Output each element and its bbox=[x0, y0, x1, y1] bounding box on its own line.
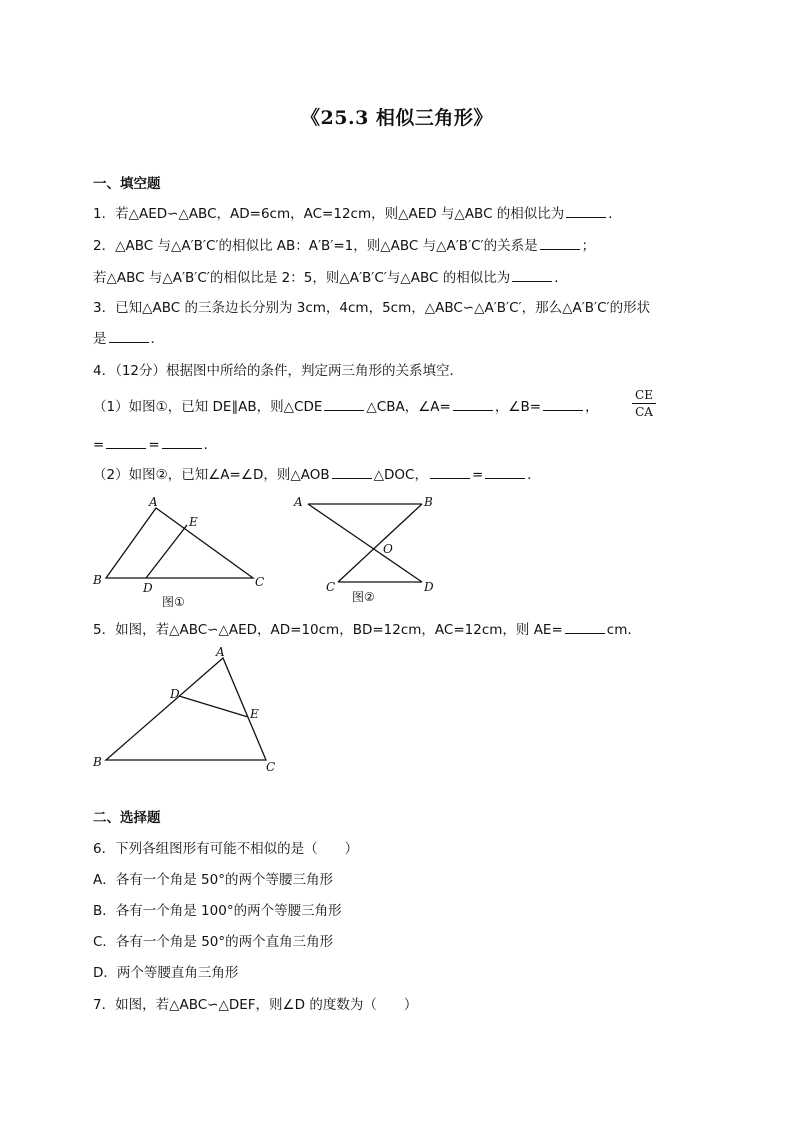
answer-blank[interactable] bbox=[485, 466, 525, 479]
question-2-line-1: 2．△ABC 与△A′B′C′的相似比 AB：A′B′=1，则△ABC 与△A′B′C′的关系是 ； bbox=[93, 238, 596, 254]
triangle-abc bbox=[106, 508, 253, 578]
answer-blank[interactable] bbox=[332, 466, 372, 479]
question-6-option-d[interactable]: D．两个等腰直角三角形 bbox=[93, 965, 239, 981]
label-a: A bbox=[216, 645, 225, 659]
figure-1-triangle bbox=[88, 492, 278, 614]
label-a: A bbox=[149, 495, 158, 509]
label-e: E bbox=[189, 515, 198, 529]
question-6-option-c[interactable]: C．各有一个角是 50°的两个直角三角形 bbox=[93, 934, 334, 950]
label-a: A bbox=[294, 495, 303, 509]
label-d: D bbox=[424, 580, 434, 594]
label-o: O bbox=[383, 542, 393, 556]
label-b: B bbox=[93, 573, 102, 587]
figure-2-crossed-triangles bbox=[288, 492, 448, 614]
question-4-part-2: （2）如图②，已知∠A=∠D，则△AOB △DOC， = ． bbox=[93, 467, 541, 483]
triangle-abc bbox=[106, 658, 266, 760]
figure-1-caption: 图① bbox=[162, 595, 185, 609]
question-1-text: 1．若△AED∽△ABC，AD=6cm，AC=12cm，则△AED 与△ABC 的相似比为 bbox=[93, 206, 565, 222]
page-title: 《25.3 相似三角形》 bbox=[301, 107, 493, 129]
answer-blank[interactable] bbox=[162, 436, 202, 449]
answer-blank[interactable] bbox=[430, 466, 470, 479]
label-c: C bbox=[255, 575, 265, 589]
label-c: C bbox=[326, 580, 336, 594]
answer-blank[interactable] bbox=[109, 330, 149, 343]
question-2-line-2: 若△ABC 与△A′B′C′的相似比是 2：5，则△A′B′C′与△ABC 的相似比为 ． bbox=[93, 270, 568, 286]
question-3-line-2: 是 ． bbox=[93, 331, 164, 347]
figure-2-caption: 图② bbox=[352, 590, 375, 604]
answer-blank[interactable] bbox=[512, 269, 552, 282]
question-7-stem: 7．如图，若△ABC∽△DEF，则∠D 的度数为（ ） bbox=[93, 997, 418, 1013]
question-6-option-b[interactable]: B．各有一个角是 100°的两个等腰三角形 bbox=[93, 903, 342, 919]
question-3-line-1: 3．已知△ABC 的三条边长分别为 3cm，4cm，5cm，△ABC∽△A′B′C′，那么△A′B′C′的形状 bbox=[93, 300, 651, 316]
answer-blank[interactable] bbox=[106, 436, 146, 449]
answer-blank[interactable] bbox=[324, 398, 364, 411]
fraction-ce-over-ca: CE CA bbox=[632, 388, 656, 419]
question-4-part-1-cont: = = ． bbox=[93, 437, 218, 453]
section-heading-multiple-choice: 二、选择题 bbox=[93, 810, 161, 826]
answer-blank[interactable] bbox=[543, 398, 583, 411]
question-4-part-1: （1）如图①，已知 DE∥AB，则△CDE △CBA，∠A= ，∠B= ， bbox=[93, 399, 599, 415]
label-d: D bbox=[143, 581, 153, 595]
answer-blank[interactable] bbox=[540, 237, 580, 250]
answer-blank[interactable] bbox=[565, 621, 605, 634]
question-6-stem: 6．下列各组图形有可能不相似的是（ ） bbox=[93, 841, 359, 857]
answer-blank[interactable] bbox=[453, 398, 493, 411]
question-5: 5．如图，若△ABC∽△AED，AD=10cm，BD=12cm，AC=12cm，则 AE= cm． bbox=[93, 622, 641, 638]
label-e: E bbox=[250, 707, 259, 721]
section-heading-fill-blank: 一、填空题 bbox=[93, 176, 161, 192]
question-6-option-a[interactable]: A．各有一个角是 50°的两个等腰三角形 bbox=[93, 872, 333, 888]
segment-bc bbox=[338, 504, 422, 582]
segment-de bbox=[179, 696, 248, 717]
label-d: D bbox=[170, 687, 180, 701]
label-b: B bbox=[93, 755, 102, 769]
segment-de bbox=[146, 525, 187, 578]
question-4-intro: 4．（12分）根据图中所给的条件，判定两三角形的关系填空． bbox=[93, 363, 464, 379]
label-c: C bbox=[266, 760, 276, 774]
question-1: 1．若△AED∽△ABC，AD=6cm，AC=12cm，则△AED 与△ABC 的相似比为 ． bbox=[93, 206, 622, 222]
figure-3-triangle bbox=[88, 642, 288, 777]
segment-ad bbox=[308, 504, 422, 582]
answer-blank[interactable] bbox=[566, 205, 606, 218]
label-b: B bbox=[424, 495, 433, 509]
